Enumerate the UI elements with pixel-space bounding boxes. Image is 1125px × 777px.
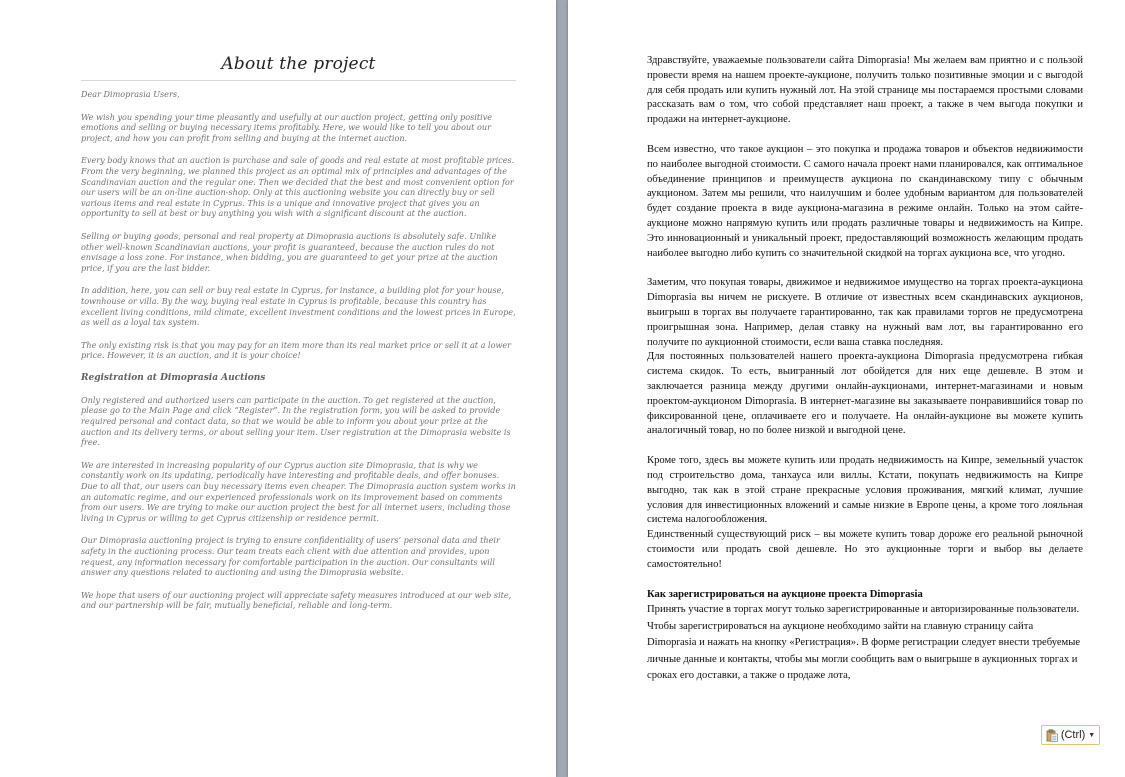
chevron-down-icon: ▼ <box>1088 731 1096 739</box>
section-heading: Registration at Dimoprasia Auctions <box>81 372 266 383</box>
paragraph: We are interested in increasing popularity of our Cyprus auction site Dimoprasia, that is why we constantly work on its updating, periodically have interesting and profitable deals, and offer bonuses. Due to all that, our users can buy necessary items even cheaper. The Dimoprasia auction system works in an automatic regime, and our experienced professionals work on its improvement based on comments from our users. We are trying to make our auction project the best for all internet users, including those living in Cyprus or willing to get Cyprus citizenship or residence permit. <box>81 459 516 523</box>
paste-options-button[interactable] <box>1041 725 1100 745</box>
paragraph: Only registered and authorized users can participate in the auction. To get registered at the auction, please go to the Main Page and click “Register”. In the registration form, you will be asked to provide required personal and contact data, so that we would be able to inform you about your prize at the auction and its delivery terms, or about selling your item. User registration at the Dimoprasia website is free. <box>81 394 511 448</box>
document-page-right <box>568 0 1125 777</box>
paragraph: We wish you spending your time pleasantly and usefully at our auction project, getting only positive emotions and selling or buying necessary items profitably. Here, we would like to tell you about our project, and how you can profit from selling and buying at the internet auction. <box>81 111 493 143</box>
document-page-left <box>0 0 556 777</box>
paragraph: Заметим, что покупая товары, движимое и недвижимое имущество на торгах проекта-аукциона Dimoprasia вы ничем не рискуете. В отличие от известных всем скандинавских аукционов, выигрыш в торгах вы получаете гарантированно, так как правилами торгов не предусмотрена проигрышная зона. Например, делая ставку на нужный вам лот, вы гарантированно его получите по аукционной стоимости, если ваша ставка последняя. <box>647 277 1083 348</box>
paragraph: Принять участие в торгах могут только зарегистрированные и авторизированные пользователи. Чтобы зарегистрироваться на аукционе необходимо зайти на главную страницу сайта Dimoprasia и нажать на кнопку «Регистрация». В форме регистрации следует внести требуемые личные данные и контакты, чтобы мы могли сообщить вам о выигрыше в аукционных торгах и сроках его доставки, а также о продаже лота, <box>647 604 1081 682</box>
paragraph: Всем известно, что такое аукцион – это покупка и продажа товаров и объектов недвижимости по наиболее выгодной стоимости. С самого начала проект нами планировался, как оптимальное объединение принципов и преимуществ аукциона по скандинавскому типу с обычным аукционом. Затем мы решили, что наилучшим и более удобным вариантом для пользователей будет создание проекта в виде аукциона-магазина в режиме онлайн. Только на этом сайте-аукционе можно напрямую купить или продать различные товары и недвижимость на Кипре. Это инновационный и уникальный проект, предоставляющий возможность желающим продать наиболее выгодно либо купить со значительной скидкой на торгах аукциона все, что угодно. <box>647 143 1083 259</box>
section-heading: Как зарегистрироваться на аукционе проекта Dimoprasia <box>647 588 923 600</box>
clipboard-icon <box>1046 729 1058 742</box>
paste-options-label: (Ctrl) <box>1060 729 1086 741</box>
paragraph: Every body knows that an auction is purchase and sale of goods and real estate at most profitable prices. From the very beginning, we planned this project as an optimal mix of principles and advantages of the Scandinavian auction and the regular one. Then we decided that the best and most convenient option for our users will be an on-line auction-shop. Only at this auctioning website you can directly buy or sell various items and real estate in Cyprus. This is a unique and innovative project that gives you an opportunity to sell at best or buy anything you wish with a significant discount at the auction. <box>81 155 515 219</box>
left-page-body <box>81 54 516 623</box>
paragraph: In addition, here, you can sell or buy real estate in Cyprus, for instance, a building plot for your house, townhouse or villa. By the way, buying real estate in Cyprus is profitable, because this country has excellent living conditions, mild climate, excellent investment conditions and the lowest prices in Europe, as well as a loyal tax system. <box>81 285 516 328</box>
paragraph: Our Dimoprasia auctioning project is trying to ensure confidentiality of users’ personal data and their safety in the auctioning process. Our team treats each client with due attention and provides, upon request, any information necessary for comfortable participation in the auction. Our consultants will answer any questions related to auctioning and using the Dimoprasia website. <box>81 535 500 578</box>
paragraph: Selling or buying goods, personal and real property at Dimoprasia auctions is absolutely safe. Unlike other well-known Scandinavian auctions, your profit is guaranteed, because the auction rules do not envisage a loss zone. For instance, when bidding, you are guaranteed to get your prize at the auction price, if you are the last bidder. <box>81 230 498 273</box>
paragraph: Здравствуйте, уважаемые пользователи сайта Dimoprasia! Мы желаем вам приятно и с пользой провести время на нашем проекте-аукционе, получить только позитивные эмоции и с выгодой для себя продать или купить нужный лот. На этой странице мы постараемся простыми словами рассказать вам о том, что собой представляет наш проект, а также в чем выгода покупки и продажи на интернет-аукционе. <box>647 55 1083 126</box>
right-page-body <box>647 54 1083 685</box>
paragraph: We hope that users of our auctioning project will appreciate safety measures introduced at our web site, and our partnership will be fair, mutually beneficial, reliable and long-term. <box>81 589 512 611</box>
paragraph: Кроме того, здесь вы можете купить или продать недвижимость на Кипре, земельный участок под строительство дома, танхауса или виллы. Кстати, покупать недвижимость на Кипре выгодно, так как в этой стране прекрасные условия проживания, мягкий климат, лучшие условия для инвестиционных вложений и самые низкие в Европе цены, а кроме того лояльная система налогообложения. <box>647 455 1083 526</box>
greeting-paragraph: Dear Dimoprasia Users, <box>81 89 180 99</box>
paragraph: Единственный существующий риск – вы можете купить товар дороже его реальной рыночной стоимости или продать свой дешевле. Но это аукционные торги и выбор вы делаете самостоятельно! <box>647 529 1083 570</box>
page-title: About the project <box>81 54 516 81</box>
paragraph: Для постоянных пользователей нашего проекта-аукциона Dimoprasia предусмотрена гибкая система скидок. То есть, выигранный лот обойдется для них еще дешевле. В этом и заключается разница между другими онлайн-аукционами, интернет-магазинами и новым проектом-аукционом Dimoprasia. В интернет-магазине вы заказываете понравившийся товар по фиксированной цене, оплачиваете его и получаете. На онлайн-аукционе вы можете купить аналогичный товар, но по более низкой и выгодной цене. <box>647 351 1083 437</box>
paragraph: The only existing risk is that you may pay for an item more than its real market price or sell it at a lower price. However, it is an auction, and it is your choice! <box>81 339 512 361</box>
